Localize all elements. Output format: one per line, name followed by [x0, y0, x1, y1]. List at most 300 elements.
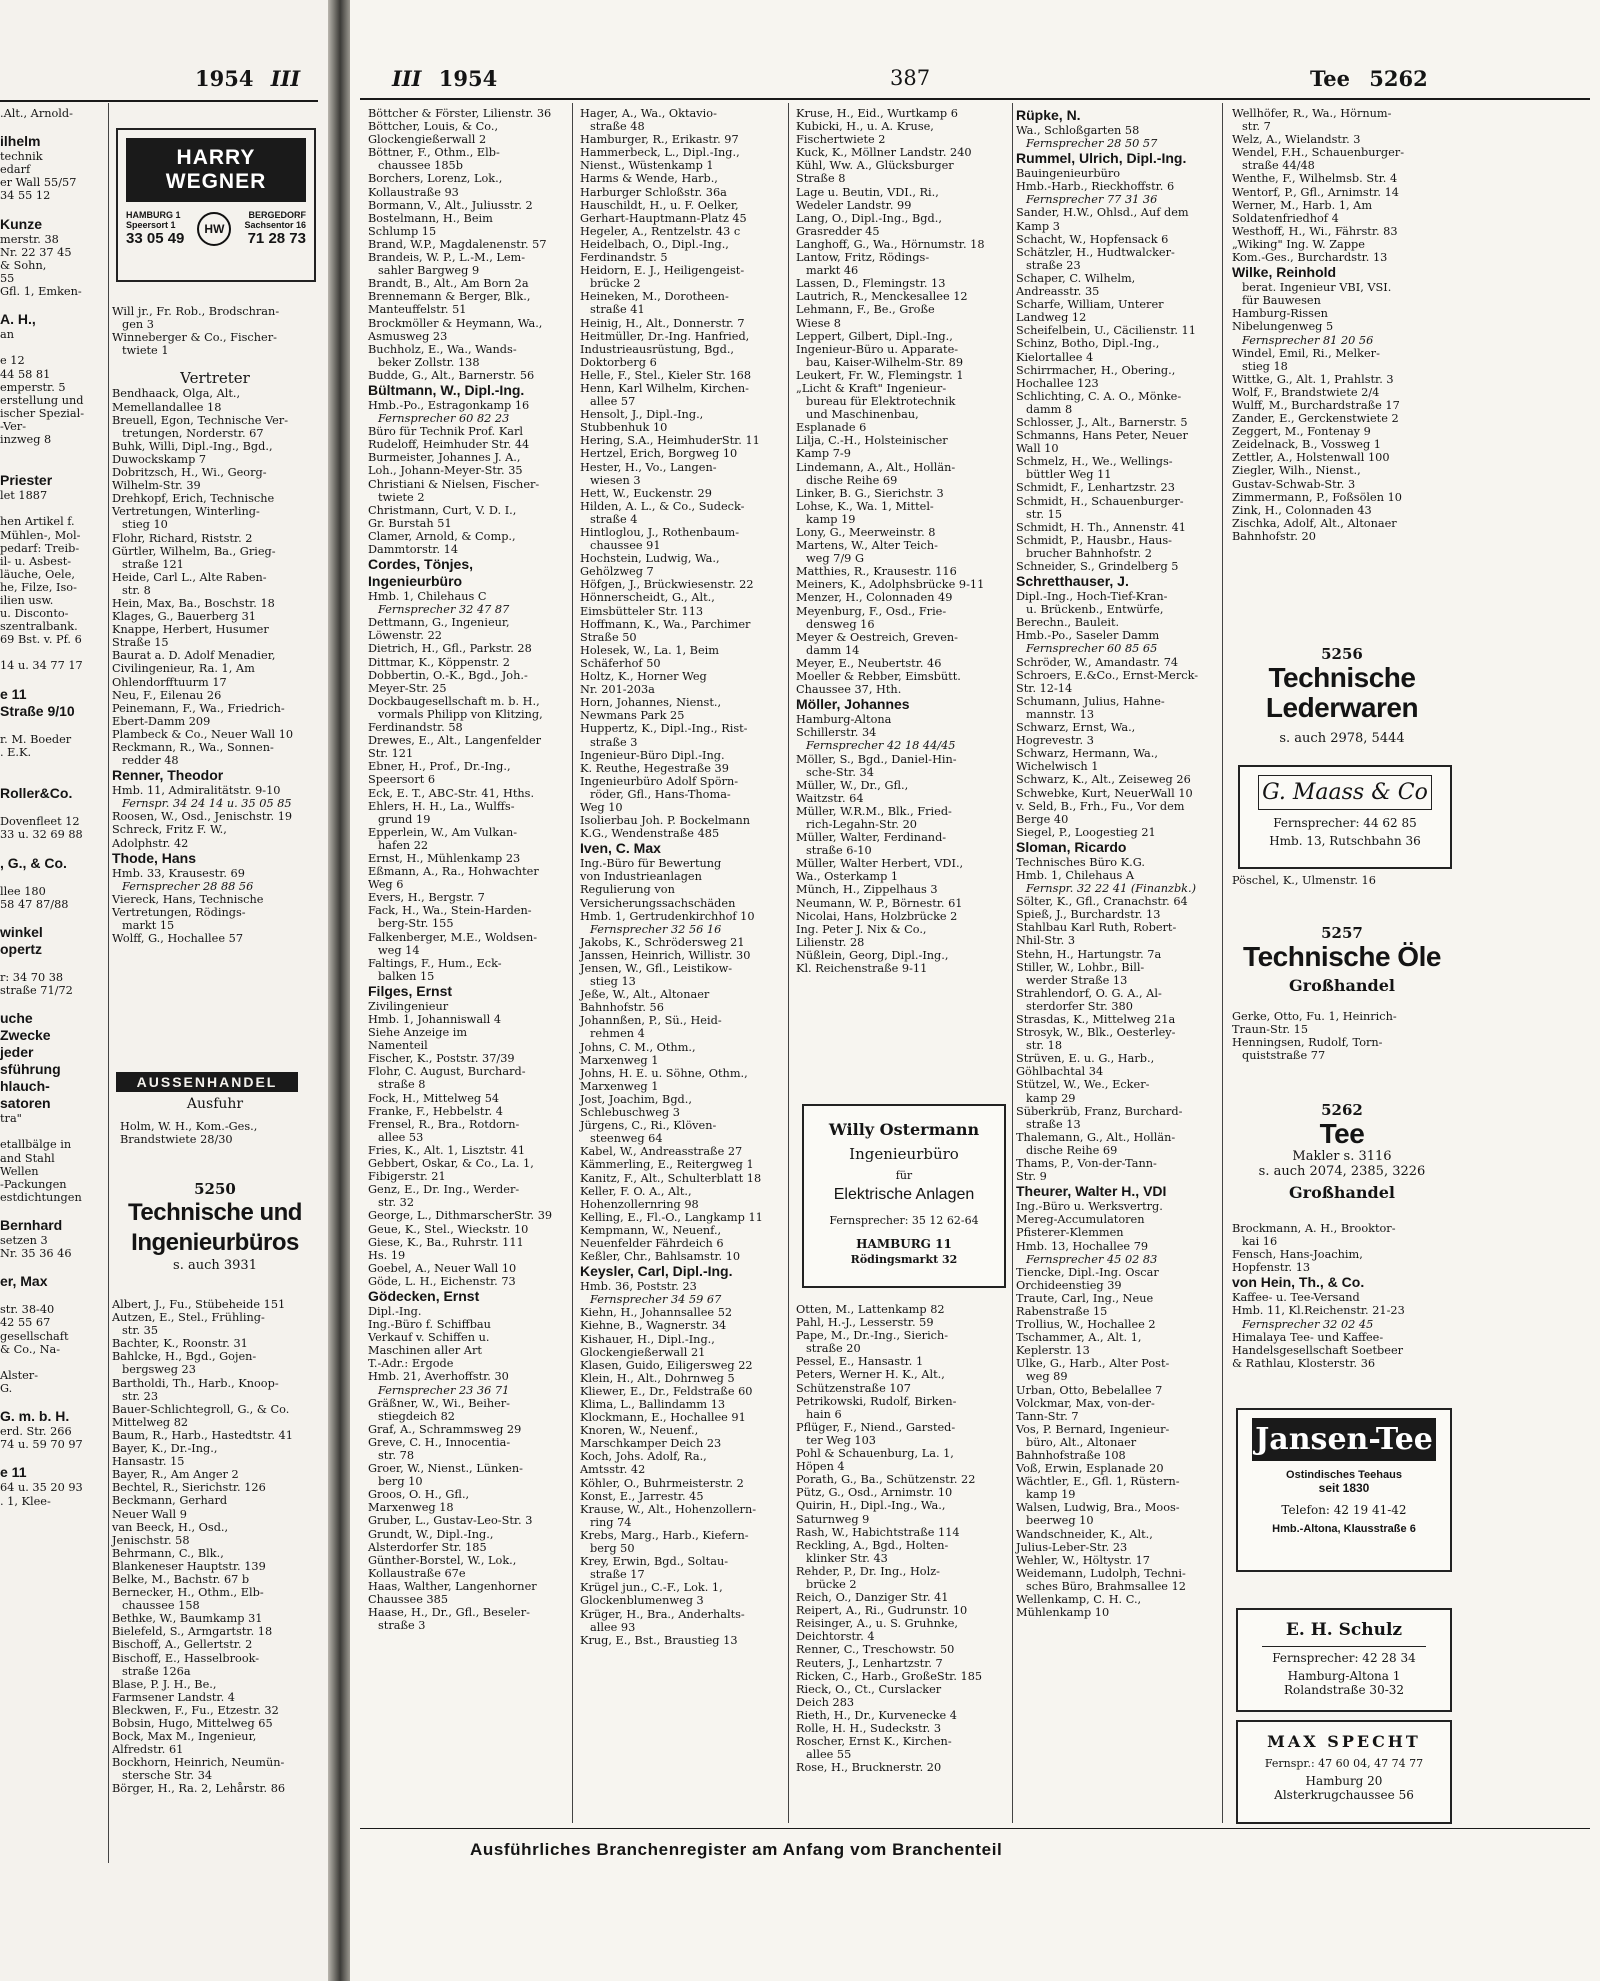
listing-line: Jost, Joachim, Bgd., — [580, 1092, 692, 1106]
listing-line: Göde, L. H., Eichenstr. 73 — [368, 1274, 516, 1288]
listing-line — [0, 759, 104, 772]
listing-line: Linker, B. G., Sierichstr. 3 — [796, 486, 944, 500]
listing-line: Hmb. 1, Gertrudenkirchhof 10 — [580, 909, 755, 923]
aussenhandel-banner: AUSSENHANDEL — [116, 1072, 298, 1092]
section-5250-number: 5250 — [194, 1180, 236, 1198]
footer-rule — [360, 1828, 1590, 1829]
listing-line: markt 46 — [806, 264, 859, 278]
right-header-rule — [360, 98, 1590, 100]
listing-line: Tschammer, A., Alt. 1, — [1016, 1331, 1142, 1345]
maass-ad — [1238, 765, 1452, 869]
listing-line: Fack, H., Wa., Stein-Harden- — [368, 904, 532, 918]
listing-line: Rehder, P., Dr. Ing., Holz- — [796, 1564, 940, 1578]
listing-line: Göhlbachtal 34 — [1016, 1065, 1104, 1079]
section-5257-number: 5257 — [1321, 924, 1363, 942]
listing-line: Jenischstr. 58 — [112, 1533, 190, 1547]
listing-line: bergsweg 23 — [122, 1363, 196, 1377]
listing-line: Bernecker, H., Othm., Elb- — [112, 1586, 264, 1600]
listing-line: Eßmann, A., Ra., Hohwachter — [368, 865, 539, 879]
listing-line — [0, 1204, 104, 1217]
jansen-tee-ad — [1236, 1408, 1452, 1572]
listing-line: Kaffee- u. Tee-Versand — [1232, 1291, 1360, 1305]
listing-line: Schneider, S., Grindelberg 5 — [1016, 560, 1179, 573]
listing-line: Börger, H., Ra. 2, Lehårstr. 86 — [112, 1782, 286, 1796]
listing-line: röder, Gfl., Hans-Thoma- — [590, 787, 731, 801]
listing-line: Theurer, Walter H., VDI — [1016, 1183, 1167, 1200]
listing-line: Peters, Werner H. K., Alt., — [796, 1368, 945, 1382]
listing-line: Bielefeld, S., Armgartstr. 18 — [112, 1625, 273, 1639]
listing-line: Fernsprecher 81 20 56 — [1242, 333, 1374, 347]
listing-line: Schinz, Botho, Dipl.-Ing., — [1016, 337, 1160, 351]
section-5262-number: 5262 — [1321, 1101, 1363, 1119]
listing-line: brucher Bahnhofstr. 2 — [1026, 546, 1152, 560]
listing-line: 58 47 87/88 — [0, 897, 69, 911]
listing-line: Kom.-Ges., Burchardstr. 13 — [1232, 251, 1388, 265]
listing-line: Bartholdi, Th., Harb., Knoop- — [112, 1376, 279, 1390]
listing-line: Christiani & Nielsen, Fischer- — [368, 477, 540, 491]
listing-line: Bockhorn, Heinrich, Neumün- — [112, 1756, 285, 1770]
listing-line: Scharfe, William, Unterer — [1016, 298, 1164, 312]
section-5250-list — [112, 1298, 324, 1838]
listing-line: ischer Spezial- — [0, 406, 85, 420]
jansen-line1: Ostindisches Teehaus — [1286, 1469, 1402, 1481]
listing-line: Hamburger, R., Erikastr. 97 — [580, 133, 739, 147]
listing-line: edarf — [0, 163, 31, 177]
listing-line: Julius-Leber-Str. 23 — [1016, 1540, 1128, 1554]
listing-line: Franke, F., Hebbelstr. 4 — [368, 1104, 503, 1118]
listing-line: Sölter, K., Gfl., Cranachstr. 64 — [1016, 895, 1188, 909]
listing-line: Rabenstraße 15 — [1016, 1304, 1108, 1318]
listing-line: Bleckwen, F., Fu., Etzestr. 32 — [112, 1703, 279, 1717]
listing-line: Fischertwiete 2 — [796, 133, 886, 147]
listing-line: Tann-Str. 7 — [1016, 1409, 1079, 1423]
listing-line: Hmb. 33, Krausestr. 69 — [112, 866, 245, 880]
listing-line: -Ver- — [0, 419, 27, 433]
listing-line: Höpen 4 — [796, 1460, 845, 1474]
listing-line: Schäferhof 50 — [580, 656, 661, 670]
listing-line: Bischoff, A., Gellertstr. 2 — [112, 1638, 253, 1652]
listing-line: beker Zollstr. 138 — [378, 355, 480, 369]
listing-line: Thams, P., Von-der-Tann- — [1016, 1157, 1157, 1171]
listing-line: Vertretungen, Winterling- — [112, 505, 260, 519]
listing-line: Leukert, Fr. W., Flemingstr. 1 — [796, 368, 964, 382]
listing-line: & Co., Na- — [0, 1342, 61, 1356]
listing-line: Adolphstr. 42 — [112, 836, 189, 850]
listing-line: Wehler, W., Höltystr. 17 — [1016, 1553, 1150, 1567]
listing-line: 14 u. 34 77 17 — [0, 659, 83, 673]
listing-line: K. Reuthe, Hegestraße 39 — [580, 761, 729, 775]
listing-line: Himalaya Tee- und Kaffee- — [1232, 1330, 1384, 1344]
listing-line: Brandstwiete 28/30 — [120, 1133, 233, 1147]
listing-line: Traun-Str. 15 — [1232, 1023, 1309, 1037]
listing-line: Brandt, B., Alt., Am Born 2a — [368, 277, 529, 291]
listing-line: Hochallee 123 — [1016, 376, 1099, 390]
listing-line: Klein, H., Alt., Dohrnweg 5 — [580, 1371, 735, 1385]
listing-line: Ziegler, Wilh., Nienst., — [1232, 464, 1361, 478]
listing-line: Menzer, H., Colonnaden 49 — [796, 591, 953, 605]
listing-line: Hegeler, A., Rentzelstr. 43 c — [580, 224, 741, 238]
listing-line: jeder — [0, 1044, 34, 1061]
listing-line: Lantow, Fritz, Rödings- — [796, 251, 930, 265]
listing-line: Wilke, Reinhold — [1232, 264, 1337, 281]
listing-line: Fernsprecher 28 50 57 — [1026, 137, 1158, 151]
listing-line: , G., & Co. — [0, 854, 67, 871]
listing-line: Roscher, Ernst K., Kirchen- — [796, 1735, 952, 1749]
listing-line: von Industrieanlagen — [580, 870, 702, 884]
listing-line: Konst, E., Jarrestr. 45 — [580, 1489, 704, 1503]
listing-line: Genz, E., Dr. Ing., Werder- — [368, 1183, 520, 1197]
listing-line: Kabel, W., Andreasstraße 27 — [580, 1145, 743, 1159]
listing-line: Nienst., Wüstenkamp 1 — [580, 159, 714, 173]
section-5256 — [1228, 645, 1456, 746]
listing-line: Schwarz, K., Alt., Zeiseweg 26 — [1016, 773, 1191, 787]
listing-line: Neu, F., Eilenau 26 — [112, 688, 222, 702]
listing-line: straße 6-10 — [806, 844, 872, 858]
listing-line: Buchholz, E., Wa., Wands- — [368, 342, 517, 356]
section-5257-sub: Großhandel — [1289, 976, 1395, 995]
header-keyword: Tee — [1310, 66, 1350, 91]
listing-line: Fernsprecher 60 82 23 — [378, 412, 510, 426]
listing-line: hlauch- — [0, 1078, 50, 1095]
listing-line: berg-Str. 155 — [378, 917, 454, 931]
listing-line: Ing.-Büro u. Werksvertrg. — [1016, 1200, 1163, 1214]
listing-line: markt 15 — [122, 919, 175, 933]
listing-line: Wa., Schloßgarten 58 — [1016, 124, 1140, 137]
listing-line — [0, 673, 104, 686]
listing-line: llee 180 — [0, 884, 46, 898]
listing-line: Lassen, D., Flemingstr. 13 — [796, 277, 946, 291]
listing-line: Kanitz, F., Alt., Schulterblatt 18 — [580, 1171, 762, 1185]
col-rule-4 — [1222, 103, 1223, 1823]
section-5256-title2: Lederwaren — [1265, 692, 1419, 723]
listing-line: Wolf, F., Brandstwiete 2/4 — [1232, 385, 1380, 399]
listing-line: Marschkamper Deich 23 — [580, 1437, 722, 1451]
listing-line: Wächtler, E., Gfl. 1, Rüstern- — [1016, 1475, 1180, 1489]
listing-line: Epperlein, W., Am Vulkan- — [368, 825, 518, 839]
listing-line: Voß, Erwin, Esplanade 20 — [1016, 1462, 1164, 1476]
listing-line: emperstr. 5 — [0, 380, 66, 394]
listing-line: Zander, E., Gerckenstwiete 2 — [1232, 412, 1399, 426]
listing-line: Helle, F., Stel., Kieler Str. 168 — [580, 368, 752, 382]
listing-line: Falkenberger, M.E., Woldsen- — [368, 930, 538, 944]
listing-line: Schlosser, J., Alt., Barnerstr. 5 — [1016, 415, 1188, 429]
willy-ostermann-ad — [802, 1104, 1006, 1288]
ostermann-line3: für — [895, 1169, 913, 1182]
listing-line: Schätzler, H., Hudtwalcker- — [1016, 245, 1175, 259]
listing-line: Sloman, Ricardo — [1016, 838, 1127, 855]
listing-line: Hamburg-Rissen — [1232, 307, 1328, 321]
left-header-roman: III — [270, 66, 301, 91]
listing-line: Möller, S., Bgd., Daniel-Hin- — [796, 752, 957, 766]
listing-line: Ingenieurbüro Adolf Spörn- — [580, 774, 739, 788]
listing-line: bau, Kaiser-Wilhelm-Str. 89 — [806, 355, 964, 369]
listing-line: Möller, Johannes — [796, 696, 910, 713]
listing-line: Bischoff, E., Hasselbrook- — [112, 1651, 260, 1665]
section-5262-sub: Großhandel — [1289, 1183, 1395, 1202]
listing-line: Schirrmacher, H., Obering., — [1016, 363, 1176, 377]
listing-line: Heinig, H., Alt., Donnerstr. 7 — [580, 316, 745, 330]
listing-line: Martens, W., Alter Teich- — [796, 539, 938, 553]
listing-line: Fernsprecher 42 18 44/45 — [806, 739, 956, 753]
ostermann-name: Willy Ostermann — [828, 1120, 980, 1139]
listing-line: klinker Str. 43 — [806, 1551, 888, 1565]
listing-line: Beckmann, Gerhard — [112, 1494, 228, 1508]
listing-line: straße 41 — [590, 303, 645, 317]
listing-line: let 1887 — [0, 489, 48, 503]
listing-line: Christmann, Curt, V. D. I., — [368, 503, 517, 517]
listing-line: Keysler, Carl, Dipl.-Ing. — [580, 1263, 733, 1280]
listing-line: Nhil-Str. 3 — [1016, 934, 1076, 948]
listing-line: Fernsprecher 32 02 45 — [1242, 1317, 1374, 1331]
listing-line: Knappe, Herbert, Husumer — [112, 623, 269, 637]
listing-line: Str. 9 — [1016, 1170, 1047, 1184]
listing-line: stersche Str. 34 — [122, 1769, 213, 1783]
listing-line: Ernst, H., Mühlenkamp 23 — [368, 851, 521, 865]
listing-line: rehmen 4 — [590, 1027, 645, 1041]
listing-line: Fernspr. 34 24 14 u. 35 05 85 — [122, 797, 292, 811]
listing-line: u. Brückenb., Entwürfe, — [1026, 603, 1164, 617]
listing-line — [0, 203, 104, 216]
listing-line: Lony, G., Meerweinstr. 8 — [796, 526, 936, 539]
listing-line — [0, 997, 104, 1010]
listing-line: Wendel, F.H., Schauenburger- — [1232, 146, 1405, 160]
listing-line: Traute, Carl, Ing., Neue — [1016, 1291, 1154, 1305]
listing-line: technik — [0, 150, 43, 164]
listing-line: Ingenieurbüro — [368, 573, 463, 590]
listing-line: Müller, W.R.M., Blk., Fried- — [796, 804, 952, 818]
listing-line: Ing.-Büro f. Schiffbau — [368, 1318, 491, 1332]
listing-line: Petrikowski, Rudolf, Birken- — [796, 1394, 957, 1408]
listing-line: Zivilingenieur — [368, 999, 449, 1013]
listing-line: Hmb. 1, Johanniswall 4 — [368, 1013, 502, 1026]
listing-line: Wenthe, F., Wilhelmsb. Str. 4 — [1232, 172, 1398, 186]
listing-line: Verkauf v. Schiffen u. — [368, 1331, 490, 1345]
listing-line: Fernsprecher 32 47 87 — [378, 603, 510, 617]
ostermann-line4: Elektrische Anlagen — [833, 1186, 975, 1203]
listing-line: Frensel, R., Bra., Rotdorn- — [368, 1117, 520, 1131]
listing-line: Kelling, E., Fl.-O., Langkamp 11 — [580, 1210, 763, 1224]
listing-line: Wellhöfer, R., Wa., Hörnum- — [1232, 107, 1392, 120]
listing-line: Fernsprecher 32 56 16 — [590, 922, 722, 936]
listing-line: Winneberger & Co., Fischer- — [112, 331, 277, 345]
listing-line: Brockmöller & Heymann, Wa., — [368, 316, 543, 330]
listing-line: Asmusweg 23 — [368, 329, 448, 343]
listing-line: & Sohn, — [0, 258, 47, 272]
right-column-4 — [1016, 107, 1222, 1825]
listing-line: Glockengießerwall 21 — [580, 1345, 706, 1359]
listing-line: Waitzstr. 64 — [796, 791, 864, 805]
listing-line: Fock, H., Mittelweg 54 — [368, 1091, 500, 1105]
listing-line: straße 121 — [122, 557, 184, 571]
listing-line: Hertzel, Erich, Borgweg 10 — [580, 447, 738, 461]
ostermann-line2: Ingenieurbüro — [849, 1145, 959, 1163]
harry-right-city: BERGEDORF — [248, 210, 306, 220]
listing-line: Müller, Walter, Ferdinand- — [796, 831, 947, 845]
listing-line: Kuck, K., Möllner Landstr. 240 — [796, 146, 972, 160]
listing-line — [0, 298, 104, 311]
listing-line: Hmb. 13, Hochallee 79 — [1016, 1239, 1149, 1253]
listing-line: Pfisterer-Klemmen — [1016, 1226, 1124, 1240]
ostermann-city: HAMBURG 11 — [856, 1237, 952, 1251]
listing-line: stieg 18 — [1242, 359, 1288, 373]
listing-line: str. 35 — [122, 1324, 159, 1338]
listing-line: Hmb. 11, Admiralitätstr. 9-10 — [112, 784, 281, 798]
listing-line: Schlichting, C. A. O., Mönke- — [1016, 389, 1182, 403]
listing-line: straße 20 — [806, 1342, 861, 1356]
listing-line: Böttcher & Förster, Lilienstr. 36 — [368, 107, 552, 120]
listing-line: densweg 16 — [806, 617, 875, 631]
listing-line: er, Max — [0, 1273, 48, 1290]
listing-line: ring 74 — [590, 1515, 632, 1529]
col-rule-1 — [572, 103, 573, 1823]
listing-line: Dipl.-Ing. — [368, 1304, 422, 1318]
listing-line: Gerhart-Hauptmann-Platz 45 — [580, 211, 747, 225]
listing-line: Heide, Carl L., Alte Raben- — [112, 570, 267, 584]
listing-line: Giese, K., Ba., Ruhrstr. 111 — [368, 1235, 524, 1249]
listing-line: Huppertz, K., Dipl.-Ing., Rist- — [580, 722, 748, 736]
listing-line: Hmb.-Po., Estragonkamp 16 — [368, 398, 530, 412]
left-page — [0, 0, 328, 1981]
listing-line: Meyer, E., Neubertstr. 46 — [796, 656, 942, 670]
listing-line: Krey, Erwin, Bgd., Soltau- — [580, 1555, 729, 1569]
listing-line: Nicolai, Hans, Holzbrücke 2 — [796, 909, 958, 923]
section-5257 — [1228, 924, 1456, 995]
listing-line: etallbälge in — [0, 1138, 72, 1152]
listing-line: Hett, W., Euckenstr. 29 — [580, 486, 712, 500]
listing-line: Schmidt, F., Lenhartzstr. 23 — [1016, 481, 1175, 495]
listing-line: Hauschildt, H., u. F. Oelker, — [580, 198, 739, 212]
listing-line: Fibigerstr. 21 — [368, 1170, 446, 1184]
listing-line: stiegdeich 82 — [378, 1409, 455, 1423]
listing-line: Wichelwisch 1 — [1016, 760, 1099, 774]
listing-line: Krug, E., Bst., Braustieg 13 — [580, 1633, 738, 1647]
maass-logo: G. Maass & Co — [1258, 775, 1432, 810]
listing-line: str. 15 — [1026, 507, 1063, 521]
section-5256-number: 5256 — [1321, 645, 1363, 663]
listing-line: ilhelm — [0, 133, 41, 150]
listing-line: u. Disconto- — [0, 607, 69, 621]
listing-line: büttler Weg 11 — [1026, 468, 1112, 482]
listing-line: gen 3 — [122, 318, 154, 332]
listing-line: Haase, H., Dr., Gfl., Beseler- — [368, 1606, 530, 1620]
listing-line: Groer, W., Nienst., Lünken- — [368, 1462, 523, 1476]
listing-line: Hmb. 1, Chilehaus A — [1016, 868, 1135, 882]
listing-line: wiesen 3 — [590, 473, 641, 487]
listing-line: str. 38-40 — [0, 1303, 55, 1317]
listing-line: chaussee 91 — [590, 539, 661, 553]
listing-line: beerweg 10 — [1026, 1514, 1094, 1528]
listing-line: r. M. Boeder — [0, 732, 72, 746]
harry-left-phone: 33 05 49 — [126, 230, 185, 247]
listing-line: Kishauer, H., Dipl.-Ing., — [580, 1332, 715, 1346]
right-column-1 — [368, 107, 570, 1825]
listing-line: stieg 13 — [590, 975, 636, 989]
poeschel-entry: Pöschel, K., Ulmenstr. 16 — [1232, 874, 1376, 887]
harry-wegner-name: HARRY WEGNER — [126, 138, 306, 202]
listing-line: Gürtler, Wilhelm, Ba., Grieg- — [112, 544, 276, 558]
listing-line: Hoffmann, K., Wa., Parchimer — [580, 617, 751, 631]
listing-line: Lilienstr. 28 — [796, 935, 865, 949]
listing-line: Langhoff, G., Wa., Hörnumstr. 18 — [796, 237, 985, 251]
listing-line — [0, 772, 104, 785]
listing-line: Dittmar, K., Köppenstr. 2 — [368, 655, 510, 669]
listing-line: Höfgen, J., Brückwiesenstr. 22 — [580, 578, 754, 592]
listing-line: Reipert, A., Ri., Gudrunstr. 10 — [796, 1604, 968, 1618]
listing-line: straße 44/48 — [1242, 159, 1315, 173]
listing-line: Gerke, Otto, Fu. 1, Heinrich- — [1232, 1010, 1397, 1023]
listing-line: Reckling, A., Bgd., Holten- — [796, 1538, 949, 1552]
listing-line: Siehe Anzeige im — [368, 1026, 468, 1040]
listing-line: Burmeister, Johannes J. A., — [368, 451, 521, 465]
listing-line: Nr. 22 37 45 — [0, 245, 72, 259]
listing-line: George, L., DithmarscherStr. 39 — [368, 1209, 553, 1223]
listing-line: Vos, P. Bernard, Ingenieur- — [1016, 1422, 1170, 1436]
listing-line — [0, 802, 104, 815]
listing-line: Nr. 201-203a — [580, 683, 655, 697]
listing-line: Kollaustraße 67e — [368, 1566, 466, 1580]
listing-line — [0, 958, 104, 971]
listing-line: Schwarz, Hermann, Wa., — [1016, 747, 1158, 761]
listing-line: str. 23 — [122, 1389, 159, 1403]
listing-line: 55 — [0, 271, 15, 285]
listing-line: Rose, H., Brucknerstr. 20 — [796, 1761, 942, 1775]
listing-line — [0, 720, 104, 733]
listing-line: Civilingenieur, Ra. 1, Am — [112, 662, 255, 676]
listing-line: hafen 22 — [378, 838, 429, 852]
listing-line: straße 23 — [1026, 258, 1081, 272]
listing-line: Scheifelbein, U., Cäcilienstr. 11 — [1016, 324, 1196, 338]
listing-line: Marxenweg 18 — [368, 1501, 454, 1515]
listing-line: Süberkrüb, Franz, Burchard- — [1016, 1104, 1183, 1118]
listing-line: für Bauwesen — [1242, 294, 1321, 308]
listing-line: Greve, C. H., Innocentia- — [368, 1435, 511, 1449]
listing-line: Hering, S.A., HeimhuderStr. 11 — [580, 434, 760, 448]
right-column-2 — [580, 107, 786, 1825]
listing-line: Schmidt, P., Hausbr., Haus- — [1016, 533, 1173, 547]
listing-line: Baurat a. D. Adolf Menadier, — [112, 649, 276, 663]
schulz-ad — [1236, 1608, 1452, 1712]
listing-line: Berge 40 — [1016, 812, 1069, 826]
listing-line: bureau für Elektrotechnik — [806, 395, 956, 409]
listing-line: Trollius, W., Hochallee 2 — [1016, 1318, 1156, 1332]
listing-line: Renner, C., Treschowstr. 50 — [796, 1643, 955, 1657]
listing-line: grund 19 — [378, 812, 431, 826]
listing-line: redder 48 — [122, 754, 179, 768]
listing-line: Keller, F. O. A., Alt., — [580, 1184, 692, 1198]
listing-line: ilien usw. — [0, 594, 54, 607]
listing-line: Zischka, Adolf, Alt., Altonaer — [1232, 516, 1397, 530]
listing-line: Pahl, H.-J., Lesserstr. 59 — [796, 1316, 934, 1330]
listing-line: e 12 — [0, 354, 25, 368]
listing-line: T.-Adr.: Ergode — [368, 1357, 454, 1371]
listing-line: Urban, Otto, Bebelallee 7 — [1016, 1383, 1163, 1397]
listing-line: Keßler, Chr., Bahlsamstr. 10 — [580, 1250, 741, 1264]
listing-line: Straße 9/10 — [0, 702, 75, 719]
listing-line: Henningsen, Rudolf, Torn- — [1232, 1036, 1383, 1050]
listing-line: Wiese 8 — [796, 316, 841, 330]
listing-line — [0, 446, 104, 459]
listing-line: Regulierung von — [580, 883, 675, 897]
listing-line: Dietrich, H., Gfl., Parkstr. 28 — [368, 642, 532, 656]
listing-line: Weg 10 — [580, 800, 623, 814]
listing-line: kamp 19 — [1026, 1488, 1076, 1502]
listing-line: tretungen, Norderstr. 67 — [122, 426, 264, 440]
listing-line: winkel — [0, 923, 43, 940]
listing-line: Rüpke, N. — [1016, 107, 1081, 123]
listing-line: Viereck, Hans, Technische — [112, 892, 264, 906]
harry-wegner-ad — [116, 128, 316, 282]
listing-line: Jürgens, C., Ri., Klöven- — [580, 1119, 717, 1133]
